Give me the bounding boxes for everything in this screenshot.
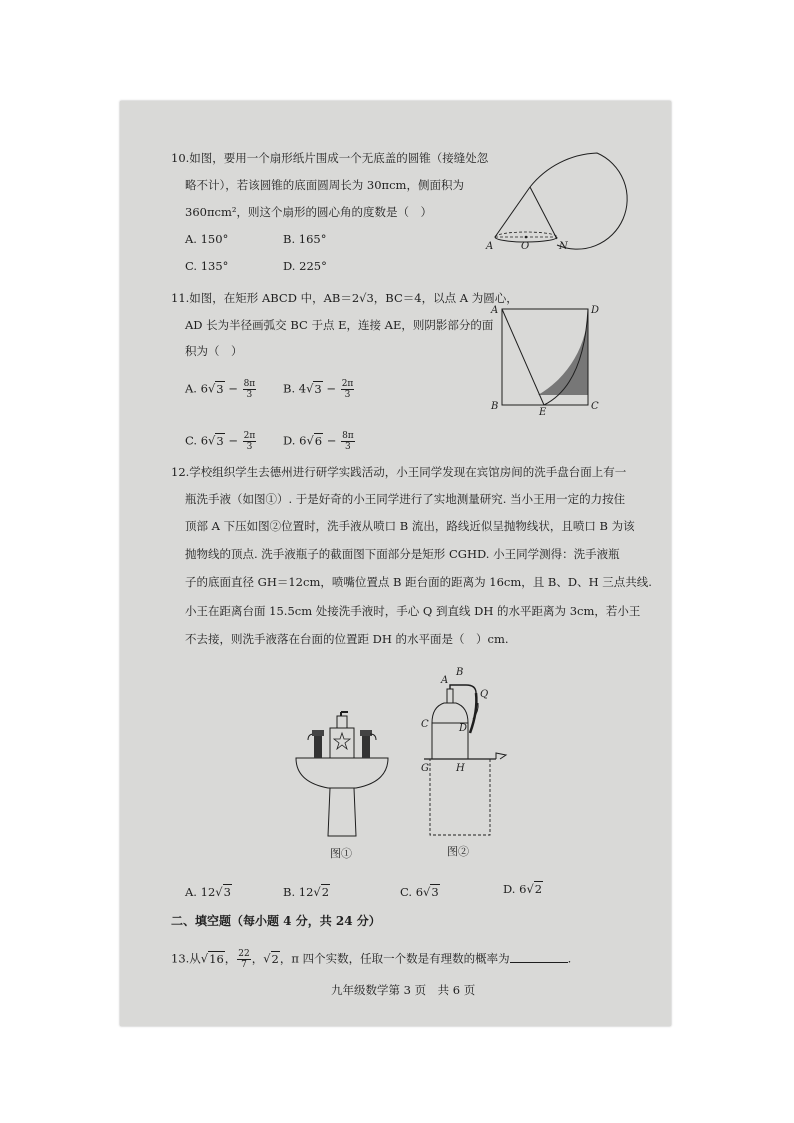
q12-figure-1-caption: 图① [330, 847, 352, 860]
q12-fig2-label-a: A [441, 675, 449, 686]
q10-line-3: 360πcm²，则这个扇形的圆心角的度数是（ ） [185, 205, 432, 219]
q10-option-d: D. 225° [283, 259, 327, 273]
q12-sink-figure [292, 706, 392, 841]
q12-line-2: 瓶洗手液（如图①）. 于是好奇的小王同学进行了实地测量研究. 当小王用一定的力按住 [185, 492, 626, 506]
q13-answer-blank [510, 951, 568, 963]
q11-line-2: AD 长为半径画弧交 BC 于点 E，连接 AE，则阴影部分的面 [185, 318, 494, 332]
q11-option-a: A. 6√3 − $\frac{8\pi}{3}$ [185, 379, 256, 400]
q11-label-a: A [491, 305, 499, 316]
q12-option-a: A. 12√3 [185, 885, 231, 899]
q10-option-b: B. 165° [283, 232, 327, 246]
q10-option-c: C. 135° [185, 259, 229, 273]
q12-line-1: 12.学校组织学生去德州进行研学实践活动，小王同学发现在宾馆房间的洗手盘台面上有一 [171, 465, 627, 479]
q12-fig2-label-g: G [421, 763, 429, 774]
q12-option-d: D. 6√2 [503, 882, 543, 896]
q13-line: 13.从√16， $\frac{22}{7}$ ，√2，π 四个实数，任取一个数是有理数的概率为 . [171, 949, 572, 970]
q12-figure-2-caption: 图② [447, 845, 469, 858]
q12-line-7: 不去接，则洗手液落在台面的位置距 DH 的水平面是（ ）cm. [185, 632, 509, 646]
q10-label-n: N [559, 241, 568, 252]
q11-option-c: C. 6√3 − $\frac{2\pi}{3}$ [185, 431, 256, 452]
q12-fig2-label-c: C [421, 719, 429, 730]
section-2-title: 二、填空题（每小题 4 分，共 24 分） [171, 914, 381, 928]
q12-fig2-label-d: D [459, 723, 468, 734]
q12-line-3: 顶部 A 下压如图②位置时，洗手液从喷口 B 流出，路线近似呈抛物线状，且喷口 B 为该 [185, 519, 635, 533]
q11-label-e: E [539, 407, 547, 418]
q12-fig2-label-q: Q [480, 689, 489, 700]
q10-label-o: O [521, 241, 530, 252]
q11-label-b: B [491, 401, 499, 412]
q12-fig2-label-b: B [456, 667, 464, 678]
q11-line-1: 11.如图，在矩形 ABCD 中，AB＝2√3，BC＝4，以点 A 为圆心， [171, 291, 518, 305]
q11-option-d: D. 6√6 − $\frac{8\pi}{3}$ [283, 431, 354, 452]
q12-fig2-label-h: H [456, 763, 465, 774]
q10-cone-figure [485, 149, 610, 253]
page-footer: 九年级数学第 3 页 共 6 页 [331, 983, 476, 997]
q10-line-1: 10.如图，要用一个扇形纸片围成一个无底盖的圆锥（接缝处忽 [171, 151, 489, 165]
q11-line-3: 积为（ ） [185, 344, 243, 358]
q10-line-2: 略不计），若该圆锥的底面圆周长为 30πcm，侧面积为 [185, 178, 464, 192]
q12-line-5: 子的底面直径 GH＝12cm，喷嘴位置点 B 距台面的距离为 16cm，且 B、D、H 三点共线. [185, 575, 652, 589]
q12-line-4: 抛物线的顶点. 洗手液瓶子的截面图下面部分是矩形 CGHD. 小王同学测得：洗手液瓶 [185, 547, 620, 561]
q11-rectangle-figure [488, 299, 608, 418]
q12-bottle-diagram [416, 663, 516, 839]
q10-option-a: A. 150° [185, 232, 229, 246]
q11-option-b: B. 4√3 − $\frac{2\pi}{3}$ [283, 379, 354, 400]
q11-label-c: C [591, 401, 599, 412]
q11-label-d: D [591, 305, 600, 316]
q12-line-6: 小王在距离台面 15.5cm 处接洗手液时，手心 Q 到直线 DH 的水平距离为 3cm，若小王 [185, 604, 641, 618]
exam-page [120, 101, 671, 1026]
q10-label-a: A [486, 241, 494, 252]
q12-option-b: B. 12√2 [283, 885, 330, 899]
q12-option-c: C. 6√3 [400, 885, 439, 899]
